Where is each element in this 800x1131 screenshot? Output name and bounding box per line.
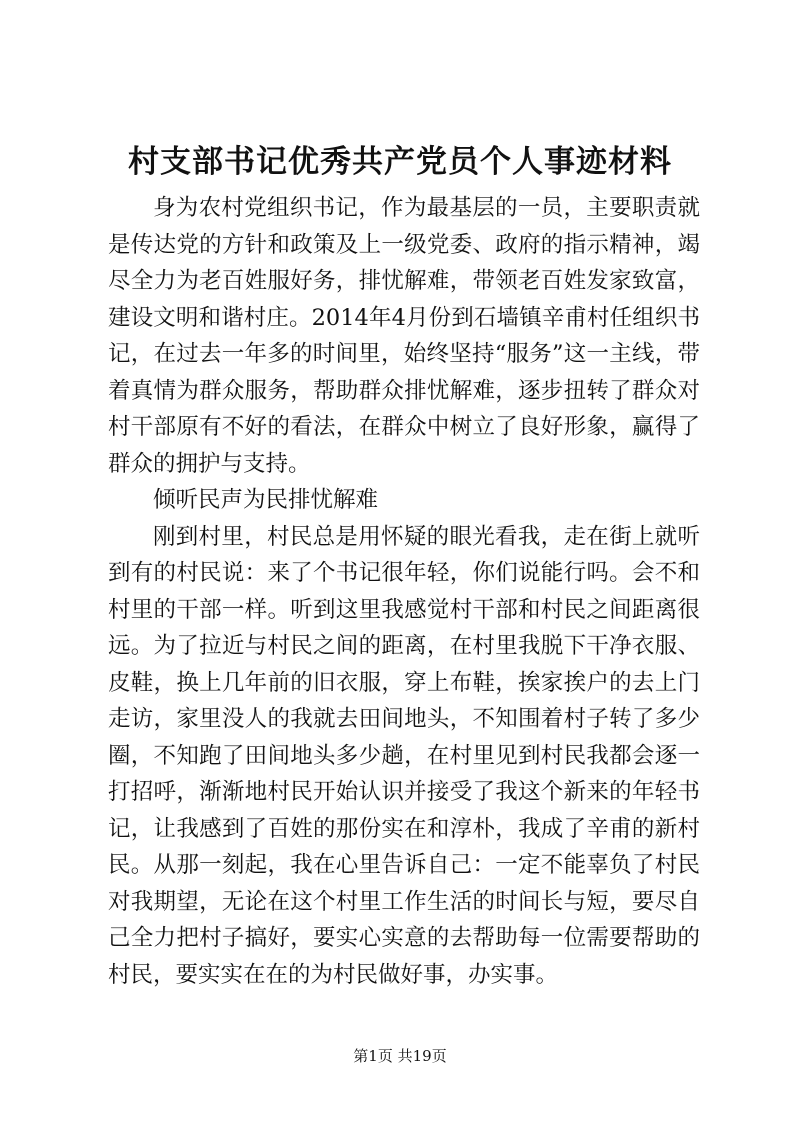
paragraph-intro: 身为农村党组织书记，作为最基层的一员，主要职责就是传达党的方针和政策及上一级党委、政府的指示精神，竭尽全力为老百姓服好务，排忧解难，带领老百姓发家致富，建设文明和谐村庄。2014年4月份到石墙镇辛甫村任组织书记，在过去一年多的时间里，始终坚持“服务”这一主线，带着真情为群众服务，帮助群众排忧解难，逐步扭转了群众对村干部原有不好的看法，在群众中树立了良好形象，赢得了群众的拥护与支持。 bbox=[108, 195, 700, 477]
page-number: 第1页 共19页 bbox=[353, 1047, 447, 1065]
section-heading: 倾听民声为民排忧解难 bbox=[153, 487, 379, 513]
paragraph-story: 刚到村里，村民总是用怀疑的眼光看我，走在街上就听到有的村民说：来了个书记很年轻，你们说能行吗。会不和村里的干部一样。听到这里我感觉村干部和村民之间距离很远。为了拉近与村民之间的距离，在村里我脱下干净衣服、皮鞋，换上几年前的旧衣服，穿上布鞋，挨家挨户的去上门走访，家里没人的我就去田间地头，不知围着村子转了多少圈，不知跑了田间地头多少趟，在村里见到村民我都会逐一打招呼，渐渐地村民开始认识并接受了我这个新来的年轻书记，让我感到了百姓的那份实在和淳朴，我成了辛甫的新村民。从那一刻起，我在心里告诉自己：一定不能辜负了村民对我期望，无论在这个村里工作生活的时间长与短，要尽自己全力把村子搞好，要实心实意的去帮助每一位需要帮助的村民，要实实在在的为村民做好事，办实事。 bbox=[108, 523, 700, 988]
document-title: 村支部书记优秀共产党员个人事迹材料 bbox=[128, 144, 672, 180]
document-body bbox=[108, 190, 700, 993]
